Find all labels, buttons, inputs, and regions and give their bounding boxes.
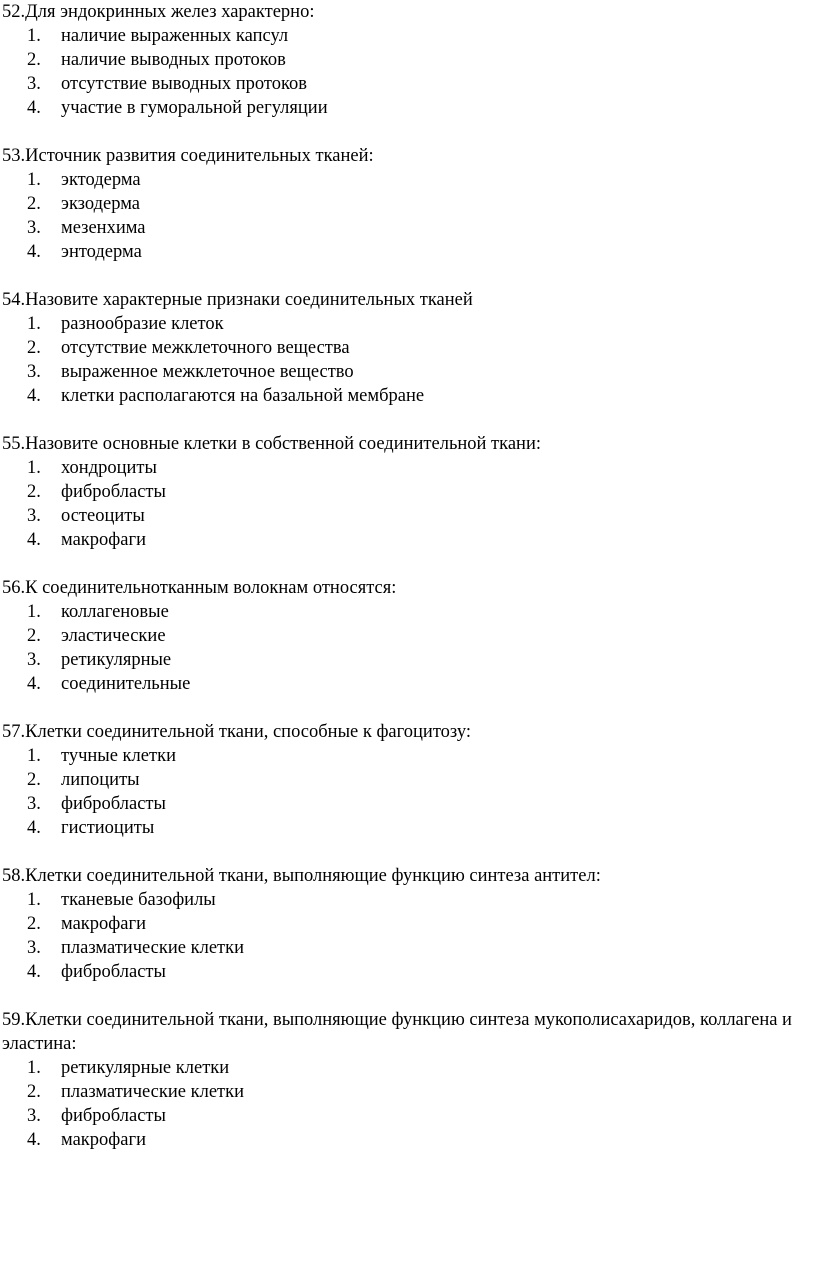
question-title: 52.Для эндокринных желез характерно: <box>2 2 315 22</box>
option-number: 3. <box>27 650 41 670</box>
option-item <box>0 48 812 72</box>
option-number: 4. <box>27 674 41 694</box>
question-54 <box>0 288 812 408</box>
option-text: макрофаги <box>61 914 146 934</box>
option-item <box>0 72 812 96</box>
option-item <box>0 360 812 384</box>
option-item <box>0 1104 812 1128</box>
options-list <box>0 456 812 552</box>
option-item <box>0 192 812 216</box>
option-text: макрофаги <box>61 530 146 550</box>
option-text: коллагеновые <box>61 602 169 622</box>
option-number: 4. <box>27 962 41 982</box>
option-number: 4. <box>27 386 41 406</box>
option-text: фибробласты <box>61 1106 166 1126</box>
option-number: 2. <box>27 194 41 214</box>
option-item <box>0 912 812 936</box>
option-item <box>0 240 812 264</box>
option-text: фибробласты <box>61 962 166 982</box>
option-text: ретикулярные <box>61 650 172 670</box>
question-title: 58.Клетки соединительной ткани, выполняющие функцию синтеза антител: <box>2 866 601 886</box>
option-number: 2. <box>27 626 41 646</box>
option-text: эктодерма <box>61 170 141 190</box>
option-text: мезенхима <box>61 218 146 238</box>
question-title: 57.Клетки соединительной ткани, способные к фагоцитозу: <box>2 722 471 742</box>
option-text: остеоциты <box>61 506 145 526</box>
option-text: фибробласты <box>61 794 166 814</box>
option-number: 3. <box>27 218 41 238</box>
option-text: макрофаги <box>61 1130 146 1150</box>
option-item <box>0 648 812 672</box>
option-number: 3. <box>27 938 41 958</box>
question-title: 55.Назовите основные клетки в собственной соединительной ткани: <box>2 434 542 454</box>
option-item <box>0 216 812 240</box>
option-number: 2. <box>27 50 41 70</box>
question-52 <box>0 0 812 120</box>
option-number: 4. <box>27 530 41 550</box>
option-text: наличие выводных протоков <box>61 50 286 70</box>
option-number: 3. <box>27 362 41 382</box>
option-text: тучные клетки <box>61 746 176 766</box>
option-number: 2. <box>27 914 41 934</box>
option-item <box>0 528 812 552</box>
option-item <box>0 600 812 624</box>
question-59 <box>0 1008 812 1152</box>
option-text: плазматические клетки <box>61 938 245 958</box>
option-text: липоциты <box>61 770 140 790</box>
option-item <box>0 336 812 360</box>
option-item <box>0 168 812 192</box>
option-item <box>0 384 812 408</box>
option-text: клетки располагаются на базальной мембране <box>61 386 425 406</box>
option-number: 1. <box>27 26 41 46</box>
option-number: 2. <box>27 770 41 790</box>
option-text: соединительные <box>61 674 191 694</box>
option-number: 1. <box>27 458 41 478</box>
option-item <box>0 480 812 504</box>
option-number: 1. <box>27 746 41 766</box>
options-list <box>0 24 812 120</box>
option-number: 2. <box>27 1082 41 1102</box>
question-53 <box>0 144 812 264</box>
option-item <box>0 1128 812 1152</box>
options-list <box>0 168 812 264</box>
option-item <box>0 816 812 840</box>
option-item <box>0 768 812 792</box>
question-title: 54.Назовите характерные признаки соединительных тканей <box>2 290 473 310</box>
option-text: отсутствие межклеточного вещества <box>61 338 350 358</box>
option-text: фибробласты <box>61 482 166 502</box>
option-text: энтодерма <box>61 242 142 262</box>
options-list <box>0 888 812 984</box>
question-56 <box>0 576 812 696</box>
options-list <box>0 600 812 696</box>
option-item <box>0 24 812 48</box>
option-item <box>0 1056 812 1080</box>
question-55 <box>0 432 812 552</box>
option-number: 1. <box>27 170 41 190</box>
option-number: 4. <box>27 818 41 838</box>
option-number: 2. <box>27 338 41 358</box>
option-text: хондроциты <box>61 458 157 478</box>
question-57 <box>0 720 812 840</box>
option-item <box>0 504 812 528</box>
option-number: 2. <box>27 482 41 502</box>
option-number: 1. <box>27 1058 41 1078</box>
option-number: 3. <box>27 74 41 94</box>
options-list <box>0 744 812 840</box>
option-text: ретикулярные клетки <box>61 1058 230 1078</box>
options-list <box>0 1056 812 1152</box>
option-item <box>0 888 812 912</box>
option-text: тканевые базофилы <box>61 890 216 910</box>
option-text: плазматические клетки <box>61 1082 245 1102</box>
option-item <box>0 672 812 696</box>
option-text: разнообразие клеток <box>61 314 224 334</box>
option-number: 3. <box>27 1106 41 1126</box>
option-text: экзодерма <box>61 194 140 214</box>
options-list <box>0 312 812 408</box>
option-item <box>0 792 812 816</box>
option-text: участие в гуморальной регуляции <box>61 98 328 118</box>
option-text: выраженное межклеточное вещество <box>61 362 354 382</box>
option-text: отсутствие выводных протоков <box>61 74 308 94</box>
option-number: 3. <box>27 506 41 526</box>
question-title: 53.Источник развития соединительных тканей: <box>2 146 374 166</box>
option-item <box>0 312 812 336</box>
option-text: наличие выраженных капсул <box>61 26 289 46</box>
option-text: эластические <box>61 626 166 646</box>
option-number: 4. <box>27 98 41 118</box>
option-item <box>0 936 812 960</box>
option-number: 4. <box>27 1130 41 1150</box>
option-item <box>0 1080 812 1104</box>
option-item <box>0 96 812 120</box>
option-number: 4. <box>27 242 41 262</box>
option-number: 1. <box>27 602 41 622</box>
question-title: 59.Клетки соединительной ткани, выполняющие функцию синтеза мукополисахаридов, коллагена и эластина: <box>2 1010 792 1054</box>
option-item <box>0 456 812 480</box>
option-item <box>0 624 812 648</box>
option-number: 1. <box>27 890 41 910</box>
option-item <box>0 960 812 984</box>
option-text: гистиоциты <box>61 818 155 838</box>
option-number: 1. <box>27 314 41 334</box>
question-title: 56.К соединительнотканным волокнам относятся: <box>2 578 397 598</box>
option-number: 3. <box>27 794 41 814</box>
option-item <box>0 744 812 768</box>
question-58 <box>0 864 812 984</box>
